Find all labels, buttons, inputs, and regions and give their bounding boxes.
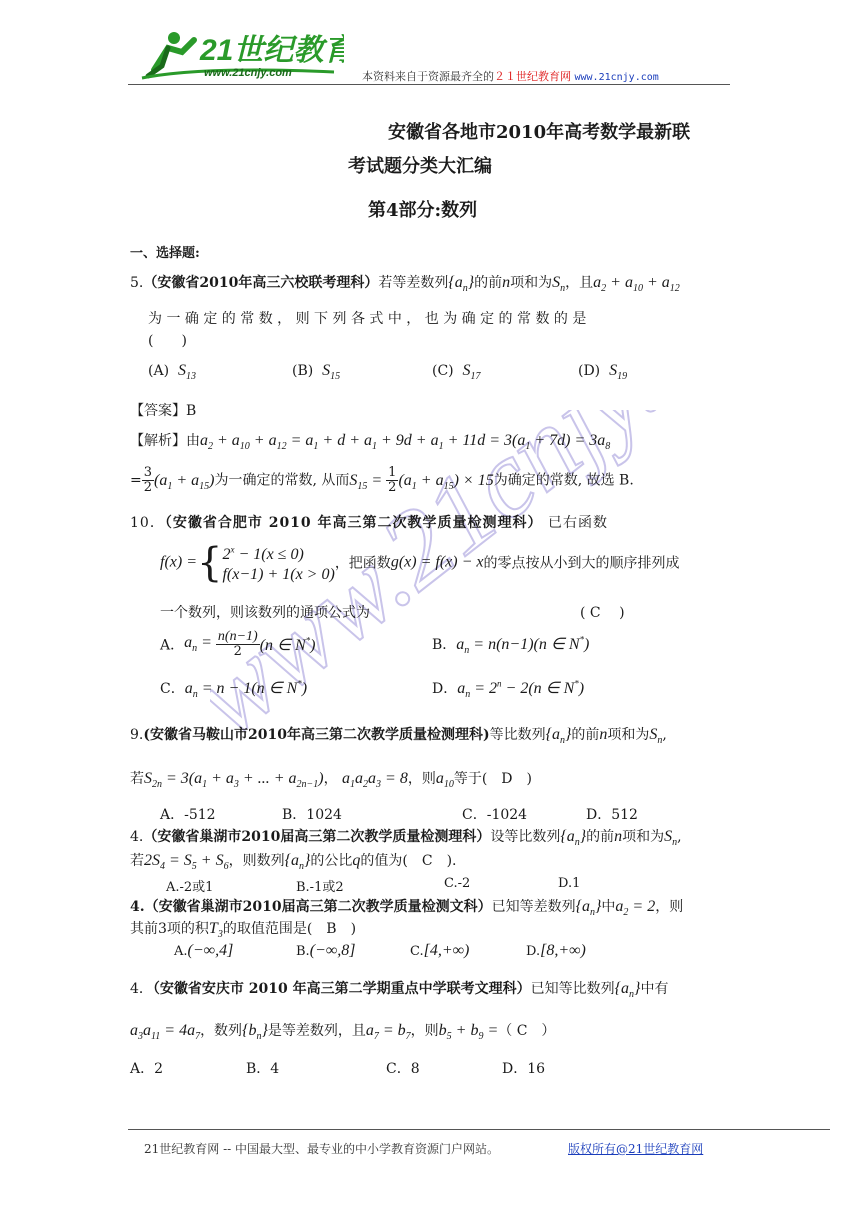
q4a-option-d: D.1: [558, 876, 581, 891]
q4b-option-c: C.[4,+∞): [410, 942, 470, 959]
q4b-option-b: B.(−∞,8]: [296, 942, 356, 959]
q4b-option-a: A.(−∞,4]: [174, 942, 234, 959]
q4a-option-b: B.-1或2: [296, 880, 344, 895]
q10-line3: 一个数列，则该数列的通项公式为: [160, 605, 370, 621]
q4c-line2: $a_3a_{11} = 4a_7$，数列$\{b_n\}$是等差数列，且$a_7 = b_7$，则$b_5 + b_9$ =（ C ）: [130, 1022, 556, 1043]
q9-option-a: A．-512: [160, 807, 216, 823]
q5-line2: 为 一 确 定 的 常 数 ， 则 下 列 各 式 中 ， 也 为 确 定 的 常 数 的 是: [148, 311, 587, 327]
title-line-2: 考试题分类大汇编: [348, 156, 492, 177]
q5-option-d: (D) $S_{19}$: [578, 362, 628, 383]
q9-option-d: D．512: [586, 807, 638, 823]
watermark: [210, 410, 690, 770]
tagline-prefix: 本资料来自于资源最齐全的: [362, 70, 494, 83]
q4c-option-c: C．8: [386, 1061, 420, 1077]
tagline-brand[interactable]: ２１世纪教育网: [494, 70, 571, 83]
q9-line2: 若$S_{2n} = 3(a_1 + a_3$ + ... + $a_{2n-1}$)， $a_1a_2a_3 = 8$，则$a_{10}$等于( D ): [130, 770, 532, 791]
q10-line2: $f(x) =\{2^x - 1(x \le 0)$ f(x−1) + 1(x > 0)，把函数g(x) = f(x) − x的零点按从小到大的顺序排列成: [160, 539, 680, 586]
q5-line1: 5.（安徽省2010年高三六校联考理科）若等差数列$\{a_n\}$的前n项和为$S_n$，且$a_2 + a_{10} + a_{12}$: [130, 274, 680, 295]
q4c-option-d: D．16: [502, 1061, 546, 1077]
q9-option-c: C．-1024: [462, 807, 528, 823]
q5-answer: 【答案】B: [130, 403, 197, 419]
q5-analysis-line2: = $\frac{3}{2}$ $(a_1 + a_{15})$为一确定的常数, 从而$S_{15}$ = $\frac{1}{2}$ $(a_1 + a_{15}) \times 15$为确定的常数, 故选 B.: [130, 465, 634, 495]
q4c-option-a: A．2: [130, 1061, 164, 1077]
q9-option-b: B．1024: [282, 807, 342, 823]
q5-option-b: (B) $S_{15}$: [292, 362, 341, 383]
watermark-text: www.21cnjy.com: [210, 410, 690, 759]
q4a-line1: 4.（安徽省巢湖市2010届高三第二次教学质量检测理科）设等比数列$\{a_n\}$的前n项和为$S_n$,: [130, 828, 682, 849]
q4a-option-c: C.-2: [444, 876, 471, 891]
logo-text: 21世纪教育: [200, 34, 344, 67]
q4b-line2: 其前3项的积$T_3$的取值范围是( B ): [130, 920, 357, 941]
q5-paren: ( ): [148, 333, 187, 349]
q10-option-a: A．$a_n$ = $\frac{n(n-1)}{2}$ (n ∈ N*): [160, 629, 316, 659]
q4a-line2: 若$2S_4 = S_5 + S_6$，则数列$\{a_n\}$的公比q的值为( C ).: [130, 852, 457, 873]
footer-copyright-link[interactable]: 版权所有@21世纪教育网: [568, 1142, 704, 1156]
q5-option-c: (C) $S_{17}$: [432, 362, 481, 383]
footer-divider: [128, 1129, 830, 1130]
q9-line1: 9.(安徽省马鞍山市2010年高三第二次教学质量检测理科)等比数列$\{a_n\}$的前n项和为$S_n$,: [130, 726, 667, 747]
q5-option-a: (A) $S_{13}$: [148, 362, 196, 383]
q5-analysis-line1: 【解析】由$a_2 + a_{10} + a_{12} = a_1 + d + a_1 + 9d + a_1 + 11d = 3(a_1 + 7d) = 3a_8$: [130, 432, 611, 453]
section-heading: 一、选择题:: [130, 246, 200, 261]
q4c-option-b: B．4: [246, 1061, 280, 1077]
q4b-line1: 4.（安徽省巢湖市2010届高三第二次教学质量检测文科）已知等差数列$\{a_n\}$中$a_2 = 2$，则: [130, 898, 684, 919]
tagline-url[interactable]: www.21cnjy.com: [574, 72, 659, 83]
site-logo: [134, 26, 344, 82]
q10-answer: ( C ): [580, 605, 625, 621]
title-line-3: 第4部分:数列: [368, 200, 478, 221]
title-line-1: 安徽省各地市2010年高考数学最新联: [388, 122, 691, 143]
q10-line1: 10．（安徽省合肥市 2010 年高三第二次教学质量检测理科） 已右函数: [130, 515, 608, 531]
q10-option-c: C．$a_n = n - 1(n$ ∈ N*): [160, 678, 308, 701]
q4c-line1: 4．（安徽省安庆市 2010 年高三第二学期重点中学联考文理科）已知等比数列$\{a_n\}$中有: [130, 980, 669, 1001]
header-tagline: [362, 68, 659, 84]
logo-url: www.21cnjy.com: [204, 67, 292, 79]
q4b-option-d: D.[8,+∞): [526, 942, 586, 959]
header-divider: [128, 84, 730, 85]
footer-left: 21世纪教育网 -- 中国最大型、最专业的中小学教育资源门户网站。: [144, 1142, 500, 1156]
q4a-option-a: A.-2或1: [166, 880, 214, 895]
q10-option-b: B．$a_n = n(n-1)(n$ ∈ N*): [432, 634, 590, 657]
q10-option-d: D．$a_n = 2^n - 2(n$ ∈ N*): [432, 678, 585, 701]
